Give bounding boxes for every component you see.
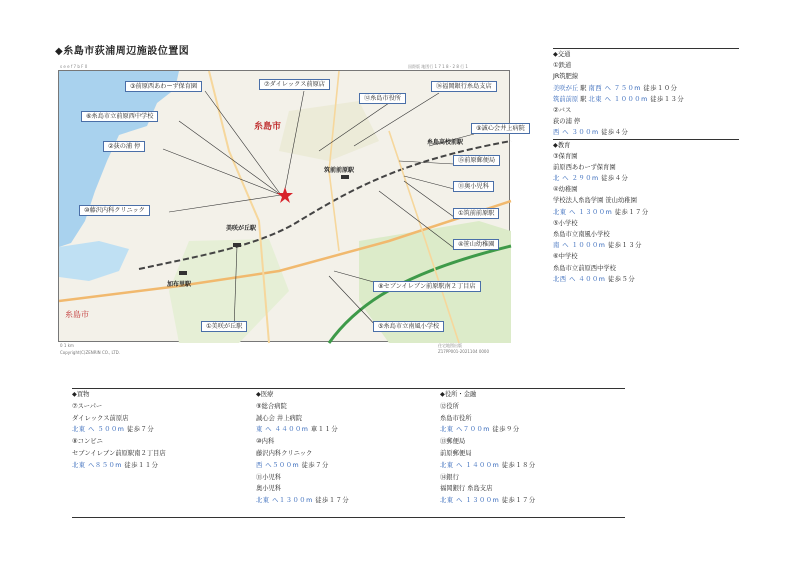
category-label: ②バス (553, 106, 572, 114)
road (329, 71, 339, 251)
route-line: 西 へ５００m 徒歩７分 (256, 461, 329, 469)
route-line: 美咲が丘 駅 南西 へ ７５０m 徒歩１０分 (553, 84, 678, 92)
bottom-table (72, 388, 625, 518)
area-map (58, 64, 525, 356)
route-line: 西 へ ３００m 徒歩４分 (553, 129, 629, 137)
route-line: 東 へ ４４００m 車１１分 (256, 426, 339, 434)
route-line: 北東 へ１３００m 徒歩１７分 (256, 497, 350, 505)
callout-hospital: ⑨誠心会井上病院 (471, 123, 530, 134)
shopping-section (72, 389, 166, 472)
map-license: Z17PP001-2021104 0000 (438, 349, 489, 354)
route-line: 北西 へ ４００m 徒歩５分 (553, 275, 636, 283)
facility-name: 前原西あわーず保育園 (553, 163, 616, 171)
category-label: ⑨総合病院 (256, 402, 287, 410)
section-heading: ◆教育 (553, 141, 571, 149)
education-section (553, 139, 739, 285)
facility-name: ダイレックス前原店 (72, 414, 129, 422)
facility-name: 奥小児科 (256, 485, 282, 493)
map-code: s e e f 7 b F 0 (60, 64, 88, 69)
callout-city-hall: ⑫糸島市役所 (359, 93, 406, 104)
facility-name: 福岡銀行 糸島支店 (440, 485, 493, 493)
route-line: 北東 へ １３００m 徒歩１７分 (553, 208, 649, 216)
category-label: ④幼稚園 (553, 186, 578, 194)
callout-post-office: ⑮前原郵便局 (453, 155, 500, 166)
map-canvas (58, 70, 525, 342)
category-label: ①鉄道 (553, 62, 572, 70)
category-label: ⑦スーパー (72, 402, 103, 410)
route-line: 北東 へ １３００m 徒歩１７分 (440, 497, 536, 505)
map-label-station: 美咲が丘駅 (226, 225, 257, 232)
category-label: ⑥中学校 (553, 253, 578, 261)
sea-area (59, 71, 179, 247)
transport-section (553, 48, 739, 139)
callout-supermarket: ⑦ダイレックス前原店 (259, 79, 330, 90)
callout-bus-stop: ②荻の浦 停 (103, 141, 145, 152)
page-title: ◆糸島市荻浦周辺施設位置図 (55, 46, 190, 57)
route-line: 北 へ ２９０m 徒歩４分 (553, 175, 629, 183)
category-label: ③保育園 (553, 152, 578, 160)
map-footer (58, 343, 510, 357)
category-label: ⑭銀行 (440, 473, 459, 481)
category-label: ⑧コンビニ (72, 438, 103, 446)
route-line: 北東 へ７００m 徒歩９分 (440, 426, 520, 434)
category-label: ⑪小児科 (256, 473, 282, 481)
callout-elementary: ⑤糸島市立南風小学校 (373, 321, 444, 332)
callout-bank: ⑯福岡銀行糸島支店 (431, 81, 497, 92)
station-marker-icon (233, 243, 241, 247)
map-edition: 国際版 地図行 1 7 1 8 - 2 8 行 1 (408, 64, 468, 69)
category-label: ⑤小学校 (553, 219, 578, 227)
bay-area (59, 241, 129, 281)
map-publisher: 住宅地図出版 (438, 343, 462, 348)
route-line: 南 へ １０００m 徒歩１３分 (553, 242, 642, 250)
facility-name: 前原郵便局 (440, 449, 472, 457)
facility-name: 誠心会 井上病院 (256, 414, 303, 422)
map-label-city: 糸島市 (254, 122, 282, 132)
route-line: 筑前前原 駅 北東 へ １０００m 徒歩１３分 (553, 95, 685, 103)
callout-convenience-store: ⑧セブンイレブン前原駅南２丁目店 (373, 281, 481, 292)
facility-name: JR筑肥線 (553, 73, 579, 81)
map-scale: 0 1 km (60, 343, 74, 348)
callout-kindergarten: ④笹山幼稚園 (453, 239, 499, 250)
map-label-station: 糸島高校前駅 (427, 139, 464, 146)
callout-junior-high: ⑥糸島市立前原西中学校 (81, 111, 158, 122)
facility-name: 糸島市立南風小学校 (553, 231, 610, 238)
callout-pediatrics: ⑪奥小児科 (453, 181, 494, 192)
callout-station: ①筑前前原駅 (453, 208, 499, 219)
facility-name: 糸島市立前原西中学校 (553, 264, 616, 272)
medical-section (256, 389, 349, 507)
office-section (440, 389, 536, 507)
right-panel (553, 48, 739, 285)
facility-name: 荻の浦 停 (553, 118, 581, 126)
section-heading: ◆医療 (256, 391, 274, 398)
category-label: ⑫役所 (440, 402, 459, 410)
callout-station: ①美咲が丘駅 (201, 321, 247, 332)
map-label-station: 加布里駅 (167, 281, 192, 288)
facility-name: セブンイレブン前原駅南２丁目店 (72, 449, 166, 457)
route-line: 北東 へ８５０m 徒歩１１分 (72, 461, 159, 469)
station-marker-icon (179, 271, 187, 275)
town-area (279, 101, 379, 161)
route-line: 北東 へ ５００m 徒歩７分 (72, 426, 155, 434)
facility-name: 学校法人糸島学園 笹山幼稚園 (553, 197, 637, 205)
map-copyright: Copyright(C)ZENRIN CO., LTD. (60, 350, 121, 355)
map-label-city: 糸島市 (65, 310, 89, 319)
facility-name: 糸島市役所 (440, 414, 472, 422)
route-line: 北東 へ １４００m 徒歩１８分 (440, 461, 536, 469)
category-label: ⑬郵便局 (440, 438, 466, 446)
category-label: ⑩内科 (256, 438, 275, 446)
station-marker-icon (341, 175, 349, 179)
map-label-station: 筑前前原駅 (324, 167, 355, 174)
section-heading: ◆交通 (553, 51, 571, 58)
facility-name: 藤沢内科クリニック (256, 449, 313, 457)
section-heading: ◆買物 (72, 391, 90, 398)
callout-clinic: ⑩藤沢内科クリニック (79, 205, 150, 216)
section-heading: ◆役所・金融 (440, 391, 477, 398)
callout-nursery: ③前原西あわーず保育園 (125, 81, 202, 92)
